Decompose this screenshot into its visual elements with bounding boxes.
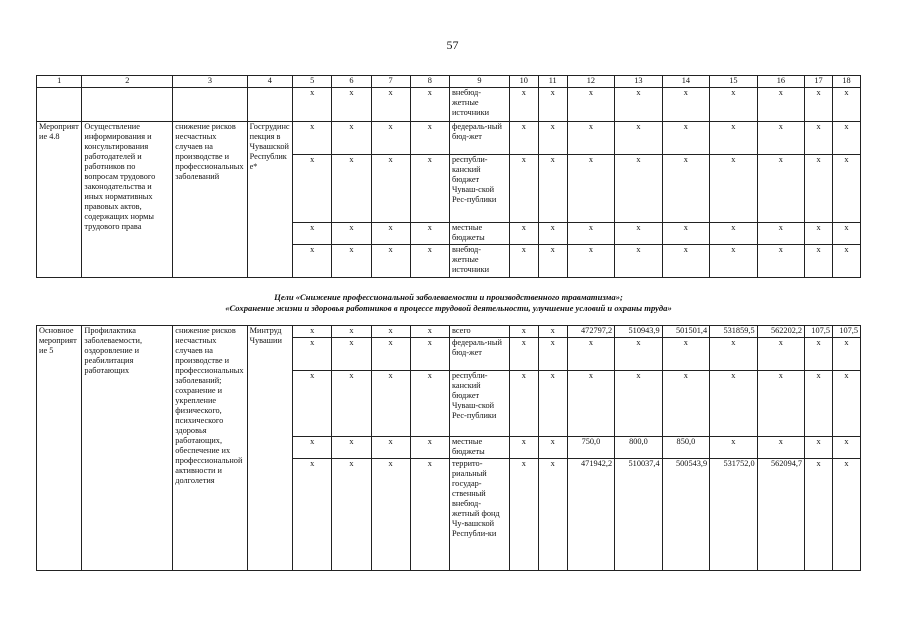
cell-x: x	[509, 88, 538, 122]
cell-x: x	[757, 155, 804, 223]
cell-x: x	[293, 338, 332, 371]
value-cell: 500543,9	[662, 459, 709, 571]
cell-x: x	[293, 326, 332, 338]
funding-source: внебюд-жетные источники	[449, 245, 509, 278]
col-num: 17	[805, 76, 833, 88]
cell-x: x	[410, 326, 449, 338]
cell-x: x	[509, 326, 538, 338]
value-cell: x	[567, 371, 614, 437]
measure-name: Основное мероприятие 5	[37, 326, 82, 571]
cell-x: x	[371, 459, 410, 571]
value-cell: x	[805, 437, 833, 459]
col-num: 10	[509, 76, 538, 88]
cell-x: x	[615, 88, 662, 122]
measure-goal: снижение рисков несчастных случаев на производстве и профессиональных заболеваний; сохранение и укрепление физического, психического здоровья работающих, обеспечение их профессиональной активности и долголетия	[173, 326, 247, 571]
cell-x: x	[832, 155, 860, 223]
cell-x: x	[538, 223, 567, 245]
value-cell: 472797,2	[567, 326, 614, 338]
measure-description: Профилактика заболеваемости, оздоровление и реабилитация работающих	[82, 326, 173, 571]
value-cell: x	[757, 371, 804, 437]
column-number-row	[37, 76, 861, 88]
funding-source: федераль-ный бюд-жет	[449, 338, 509, 371]
col-num: 11	[538, 76, 567, 88]
cell-x: x	[410, 459, 449, 571]
col-num: 8	[410, 76, 449, 88]
cell-x: x	[538, 245, 567, 278]
cell-x: x	[371, 326, 410, 338]
cell-x: x	[371, 371, 410, 437]
cell-x: x	[757, 223, 804, 245]
program-table-part-2	[36, 325, 861, 571]
goal-title-line-1: Цели «Снижение профессиональной заболеваемости и производственного травматизма»;	[274, 292, 623, 302]
cell-x: x	[710, 155, 757, 223]
cell-x: x	[538, 88, 567, 122]
cell-x: x	[509, 459, 538, 571]
cell-x: x	[805, 122, 833, 155]
cell-x: x	[538, 155, 567, 223]
value-cell: 562202,2	[757, 326, 804, 338]
cell-x: x	[371, 437, 410, 459]
cell-x: x	[371, 155, 410, 223]
measure-name: Мероприятие 4.8	[37, 122, 82, 278]
cell-x: x	[332, 371, 371, 437]
col-num: 6	[332, 76, 371, 88]
table-row	[37, 88, 861, 122]
col-num: 3	[173, 76, 247, 88]
cell-x: x	[410, 223, 449, 245]
cell-x: x	[832, 88, 860, 122]
table-row	[37, 122, 861, 155]
cell-x: x	[410, 338, 449, 371]
cell-x: x	[615, 122, 662, 155]
cell-x: x	[805, 245, 833, 278]
cell-x: x	[293, 437, 332, 459]
cell-x: x	[371, 338, 410, 371]
cell-x: x	[710, 223, 757, 245]
cell-x: x	[757, 122, 804, 155]
value-cell: x	[662, 338, 709, 371]
cell-x: x	[371, 88, 410, 122]
col-num: 1	[37, 76, 82, 88]
value-cell: x	[832, 338, 860, 371]
cell-x: x	[509, 371, 538, 437]
cell-x: x	[332, 155, 371, 223]
value-cell: x	[710, 338, 757, 371]
cell-x: x	[293, 245, 332, 278]
cell-x: x	[538, 437, 567, 459]
col-num: 9	[449, 76, 509, 88]
cell-x: x	[567, 88, 614, 122]
goal-heading	[36, 292, 861, 314]
cell-x: x	[567, 155, 614, 223]
cell-x: x	[757, 245, 804, 278]
col-num: 14	[662, 76, 709, 88]
cell-x: x	[710, 122, 757, 155]
value-cell: x	[615, 371, 662, 437]
col-num: 18	[832, 76, 860, 88]
cell-x: x	[710, 88, 757, 122]
cell-x: x	[371, 223, 410, 245]
cell-x: x	[757, 88, 804, 122]
cell-x: x	[805, 88, 833, 122]
measure-executor: Минтруд Чувашии	[247, 326, 292, 571]
cell-x: x	[332, 338, 371, 371]
cell-x: x	[538, 122, 567, 155]
cell-x: x	[410, 88, 449, 122]
cell-x: x	[567, 223, 614, 245]
value-cell: 510037,4	[615, 459, 662, 571]
cell-x: x	[293, 122, 332, 155]
value-cell: 531752,0	[710, 459, 757, 571]
funding-source: местные бюджеты	[449, 223, 509, 245]
cell-x: x	[832, 122, 860, 155]
col-num: 12	[567, 76, 614, 88]
col-num: 5	[293, 76, 332, 88]
cell-x: x	[332, 326, 371, 338]
cell-x: x	[332, 122, 371, 155]
cell-x: x	[371, 245, 410, 278]
value-cell: x	[832, 459, 860, 571]
col-num: 7	[371, 76, 410, 88]
col-num: 2	[82, 76, 173, 88]
cell-x: x	[410, 245, 449, 278]
value-cell: 501501,4	[662, 326, 709, 338]
cell-x: x	[410, 122, 449, 155]
cell-x: x	[332, 88, 371, 122]
funding-source: республи-канский бюджет Чуваш-ской Рес-публики	[449, 371, 509, 437]
cell-x: x	[832, 245, 860, 278]
cell-x: x	[293, 371, 332, 437]
cell-x: x	[509, 338, 538, 371]
cell-x: x	[567, 122, 614, 155]
cell-x: x	[332, 459, 371, 571]
goal-title-line-2: «Сохранение жизни и здоровья работников в процессе трудовой деятельности, улучшение условий и охраны труда»	[225, 303, 672, 313]
measure-description: Осуществление информирования и консультирования работодателей и работников по вопросам трудового законодательства и иных нормативных правовых актов, содержащих нормы трудового права	[82, 122, 173, 278]
cell-x: x	[293, 88, 332, 122]
value-cell: 510943,9	[615, 326, 662, 338]
cell-x: x	[662, 223, 709, 245]
funding-source: террито-риальный государ-ственный внебюд-жетный фонд Чу-вашской Республи-ки	[449, 459, 509, 571]
cell-x: x	[410, 437, 449, 459]
cell-x: x	[710, 245, 757, 278]
value-cell: 471942,2	[567, 459, 614, 571]
cell-x: x	[538, 338, 567, 371]
value-cell: 750,0	[567, 437, 614, 459]
value-cell: x	[832, 371, 860, 437]
value-cell: x	[805, 459, 833, 571]
cell-x: x	[332, 223, 371, 245]
measure-executor: Госгрудинспекция в Чувашской Республике*	[247, 122, 292, 278]
table-row	[37, 326, 861, 338]
col-num: 4	[247, 76, 292, 88]
value-cell: 800,0	[615, 437, 662, 459]
cell-x: x	[615, 155, 662, 223]
measure-goal: снижение рисков несчастных случаев на производстве и профессиональных заболеваний	[173, 122, 247, 278]
value-cell: 562094,7	[757, 459, 804, 571]
value-cell: x	[832, 437, 860, 459]
cell-x: x	[410, 371, 449, 437]
value-cell: 107,5	[832, 326, 860, 338]
value-cell: x	[567, 338, 614, 371]
value-cell: 107,5	[805, 326, 833, 338]
cell-x: x	[832, 223, 860, 245]
funding-source: местные бюджеты	[449, 437, 509, 459]
cell-x: x	[509, 155, 538, 223]
page-number: 57	[446, 38, 459, 52]
funding-source: внебюд-жетные источники	[449, 88, 509, 122]
col-num: 13	[615, 76, 662, 88]
col-num: 15	[710, 76, 757, 88]
value-cell: x	[662, 371, 709, 437]
funding-source: федераль-ный бюд-жет	[449, 122, 509, 155]
cell-x: x	[509, 437, 538, 459]
cell-x: x	[805, 223, 833, 245]
cell-x: x	[805, 155, 833, 223]
value-cell: x	[757, 437, 804, 459]
cell-x: x	[509, 245, 538, 278]
cell-x: x	[293, 223, 332, 245]
cell-x: x	[293, 459, 332, 571]
col-num: 16	[757, 76, 804, 88]
cell-x: x	[293, 155, 332, 223]
value-cell: x	[710, 437, 757, 459]
cell-x: x	[332, 437, 371, 459]
cell-x: x	[332, 245, 371, 278]
value-cell: x	[615, 338, 662, 371]
cell-x: x	[662, 88, 709, 122]
cell-x: x	[615, 245, 662, 278]
cell-x: x	[662, 245, 709, 278]
cell-x: x	[662, 155, 709, 223]
value-cell: x	[710, 371, 757, 437]
cell-x: x	[509, 122, 538, 155]
cell-x: x	[509, 223, 538, 245]
cell-x: x	[662, 122, 709, 155]
value-cell: x	[805, 371, 833, 437]
funding-source: республи-канский бюджет Чуваш-ской Рес-публики	[449, 155, 509, 223]
cell-x: x	[567, 245, 614, 278]
value-cell: 850,0	[662, 437, 709, 459]
funding-source: всего	[449, 326, 509, 338]
value-cell: 531859,5	[710, 326, 757, 338]
value-cell: x	[805, 338, 833, 371]
program-table-part-1	[36, 75, 861, 278]
cell-x: x	[538, 326, 567, 338]
cell-x: x	[538, 459, 567, 571]
value-cell: x	[757, 338, 804, 371]
cell-x: x	[615, 223, 662, 245]
cell-x: x	[538, 371, 567, 437]
cell-x: x	[410, 155, 449, 223]
cell-x: x	[371, 122, 410, 155]
